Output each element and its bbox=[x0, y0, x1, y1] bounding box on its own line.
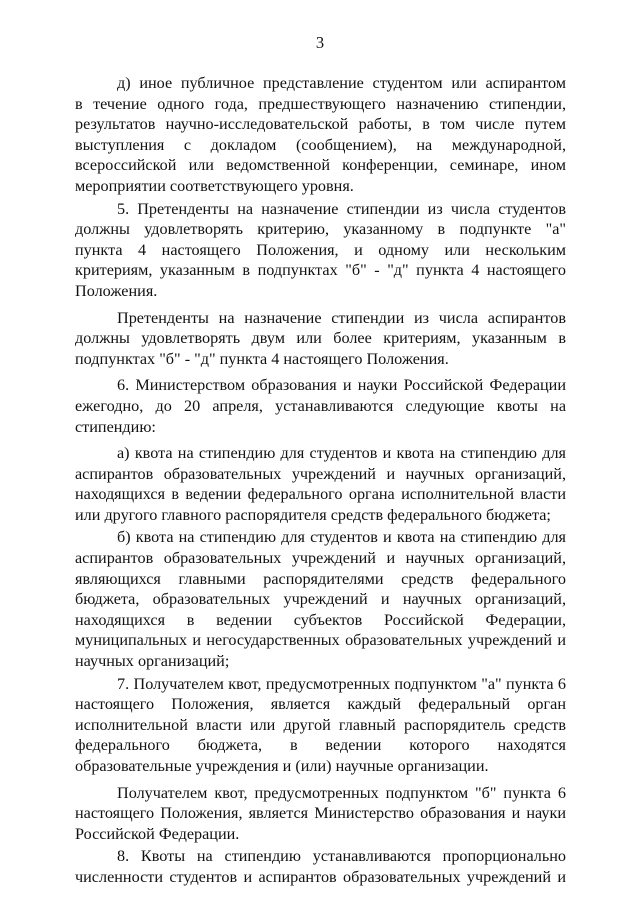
text-line: настоящего Положения, является Министерство образования и науки bbox=[75, 804, 566, 823]
text-line: критериям, указанным в подпунктах "б" - "д" пункта 4 настоящего bbox=[75, 261, 566, 280]
text-line: подпунктах "б" - "д" пункта 4 настоящего Положения. bbox=[75, 349, 449, 368]
text-line: в течение одного года, предшествующего назначению стипендии, bbox=[75, 94, 566, 113]
text-line: мероприятии соответствующего уровня. bbox=[75, 176, 354, 195]
text-line: пункта 4 настоящего Положения, и одному или нескольким bbox=[75, 240, 566, 259]
text-line: находящихся в ведении субъектов Российской Федерации, bbox=[75, 610, 566, 629]
paragraph-subitem-d bbox=[75, 73, 566, 197]
text-line: результатов научно-исследовательской работы, в том числе путем bbox=[75, 115, 566, 134]
paragraph-item-7-ministry bbox=[75, 783, 566, 845]
paragraph-item-5-aspirants bbox=[75, 308, 566, 370]
text-line: б) квота на стипендию для студентов и квота на стипендию для bbox=[117, 528, 566, 547]
text-line: 8. Квоты на стипендию устанавливаются пропорционально bbox=[117, 847, 566, 866]
paragraph-item-6-subitem-b bbox=[75, 527, 566, 671]
text-line: настоящего Положения, является каждый федеральный орган bbox=[75, 695, 566, 714]
paragraph-item-8 bbox=[75, 846, 566, 887]
text-line: а) квота на стипендию для студентов и квота на стипендию для bbox=[117, 444, 566, 463]
paragraph-item-6-subitem-a bbox=[75, 443, 566, 525]
text-line: выступления с докладом (сообщением), на международной, bbox=[75, 135, 566, 154]
text-line: аспирантов образовательных учреждений и научных организаций, bbox=[75, 464, 566, 483]
text-line: бюджета, образовательных учреждений и научных организаций, bbox=[75, 590, 566, 609]
text-line: 6. Министерством образования и науки Российской Федерации bbox=[117, 376, 566, 395]
paragraph-item-7 bbox=[75, 674, 566, 777]
text-line: Получателем квот, предусмотренных подпунктом "б" пункта 6 bbox=[117, 783, 566, 802]
page-number: 3 bbox=[315, 33, 325, 52]
text-line: или другого главного распорядителя средств федерального бюджета; bbox=[75, 505, 551, 524]
text-line: находящихся в ведении федерального органа исполнительной власти bbox=[75, 485, 566, 504]
text-line: являющихся главными распорядителями средств федерального bbox=[75, 569, 566, 588]
text-line: научных организаций; bbox=[75, 652, 230, 671]
text-line: численности студентов и аспирантов образовательных учреждений и bbox=[75, 867, 566, 886]
text-line: стипендию: bbox=[75, 417, 156, 436]
text-line: аспирантов образовательных учреждений и научных организаций, bbox=[75, 549, 566, 568]
text-line: должны удовлетворять двум или более критериям, указанным в bbox=[75, 329, 566, 348]
document-body bbox=[75, 73, 566, 888]
text-line: 5. Претенденты на назначение стипендии из числа студентов bbox=[117, 199, 566, 218]
text-line: 7. Получателем квот, предусмотренных подпунктом "а" пункта 6 bbox=[117, 674, 566, 693]
text-line: должны удовлетворять критерию, указанному в подпункте "а" bbox=[75, 220, 566, 239]
text-line: Положения. bbox=[75, 281, 158, 300]
text-line: муниципальных и негосударственных образовательных учреждений и bbox=[75, 631, 566, 650]
text-line: федерального бюджета, в ведении которого находятся bbox=[75, 736, 566, 755]
text-line: всероссийской или ведомственной конференции, семинаре, ином bbox=[75, 156, 566, 175]
paragraph-item-6 bbox=[75, 375, 566, 437]
text-line: ежегодно, до 20 апреля, устанавливаются следующие квоты на bbox=[75, 396, 566, 415]
paragraph-item-5 bbox=[75, 199, 566, 302]
text-line: образовательные учреждения и (или) научные организации. bbox=[75, 757, 489, 775]
text-line: исполнительной власти или другой главный распорядитель средств bbox=[75, 715, 566, 734]
text-line: Претенденты на назначение стипендии из числа аспирантов bbox=[117, 308, 566, 327]
text-line: д) иное публичное представление студентом или аспирантом bbox=[117, 74, 566, 92]
text-line: Российской Федерации. bbox=[75, 824, 240, 843]
